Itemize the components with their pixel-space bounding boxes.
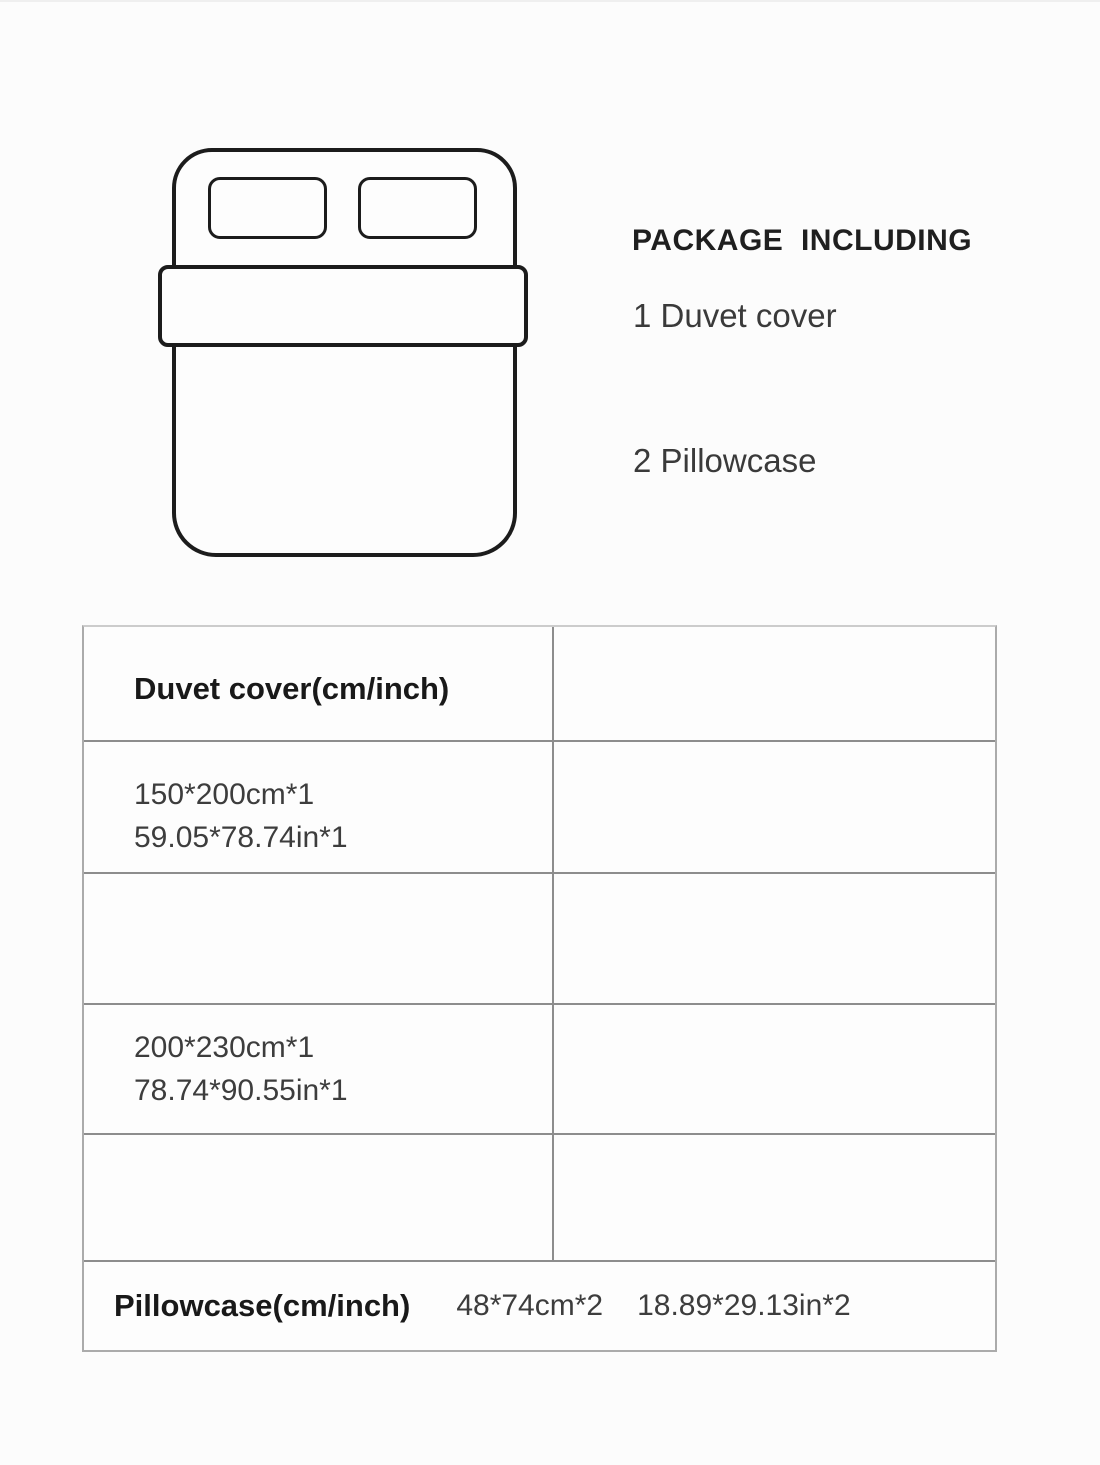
size-table xyxy=(82,625,997,1352)
duvet-cover-header: Duvet cover(cm/inch) xyxy=(134,671,450,706)
duvet-size-cm: 200*230cm*1 xyxy=(134,1031,315,1064)
table-row-divider xyxy=(84,1003,995,1005)
table-row-divider xyxy=(84,740,995,742)
package-item-duvet-cover: 1 Duvet cover xyxy=(633,297,837,334)
pillowcase-size-inch: 18.89*29.13in*2 xyxy=(637,1289,851,1322)
pillow-left-icon xyxy=(208,177,327,239)
pillow-right-icon xyxy=(358,177,477,239)
package-item-pillowcase: 2 Pillowcase xyxy=(633,442,817,479)
duvet-size-inch: 59.05*78.74in*1 xyxy=(134,821,348,854)
duvet-size-cell-150x200 xyxy=(134,773,348,859)
duvet-size-cm: 150*200cm*1 xyxy=(134,778,315,811)
pillowcase-size-cm: 48*74cm*2 xyxy=(456,1289,604,1322)
package-including-title: PACKAGE INCLUDING xyxy=(632,224,973,257)
duvet-size-inch: 78.74*90.55in*1 xyxy=(134,1074,348,1107)
pillowcase-header: Pillowcase(cm/inch) xyxy=(114,1288,411,1323)
page-top-edge xyxy=(0,0,1100,2)
table-row-divider xyxy=(84,1133,995,1135)
bed-top-view-icon xyxy=(172,148,517,557)
duvet-size-cell-200x230 xyxy=(134,1026,348,1112)
table-column-divider xyxy=(552,627,554,1260)
table-row-divider xyxy=(84,872,995,874)
duvet-fold-band-icon xyxy=(158,265,528,347)
pillowcase-size-row xyxy=(84,1262,995,1350)
